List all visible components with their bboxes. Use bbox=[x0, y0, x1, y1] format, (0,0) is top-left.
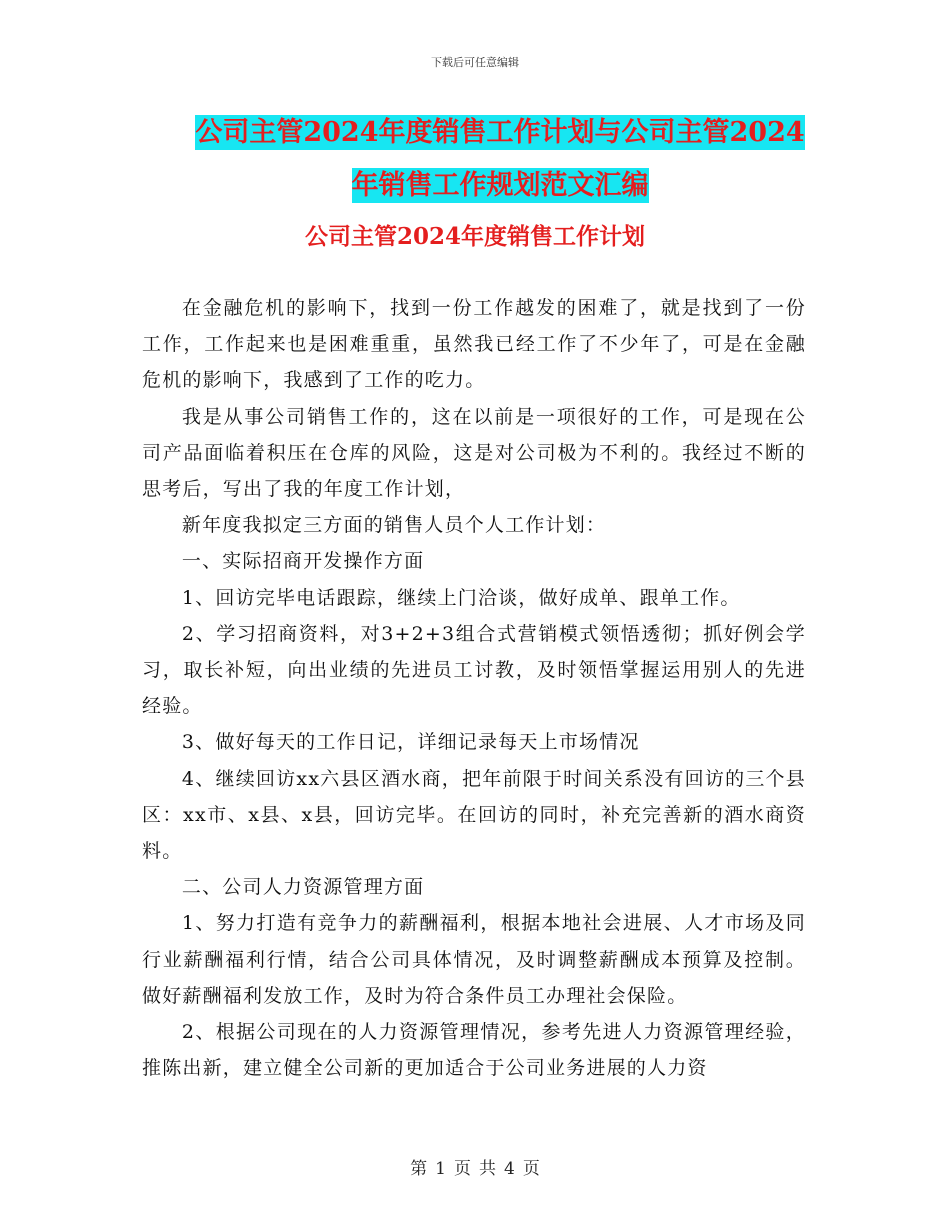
paragraph: 我是从事公司销售工作的，这在以前是一项很好的工作，可是现在公司产品面临着积压在仓库的风险，这是对公司极为不利的。我经过不断的思考后，写出了我的年度工作计划， bbox=[142, 405, 806, 501]
document-body bbox=[142, 290, 806, 1086]
footer-prefix: 第 bbox=[410, 1159, 428, 1179]
current-page-number: 1 bbox=[435, 1159, 446, 1179]
paragraph: 在金融危机的影响下，找到一份工作越发的困难了，就是找到了一份工作，工作起来也是困难重重，虽然我已经工作了不少年了，可是在金融危机的影响下，我感到了工作的吃力。 bbox=[142, 297, 806, 392]
list-item: 4、继续回访xx六县区酒水商，把年前限于时间关系没有回访的三个县区：xx市、x县、x县，回访完毕。在回访的同时，补充完善新的酒水商资料。 bbox=[142, 767, 806, 863]
footer-total-prefix: 共 bbox=[479, 1159, 496, 1179]
list-item: 1、努力打造有竞争力的薪酬福利，根据本地社会进展、人才市场及同行业薪酬福利行情，结合公司具体情况，及时调整薪酬成本预算及控制。做好薪酬福利发放工作，及时为符合条件员工办理社会保险。 bbox=[142, 912, 806, 1007]
page-footer bbox=[0, 1154, 950, 1179]
list-item: 2、学习招商资料，对3+2+3组合式营销模式领悟透彻；抓好例会学习，取长补短，向出业绩的先进员工讨教，及时领悟掌握运用别人的先进经验。 bbox=[142, 622, 806, 718]
footer-page-unit: 页 bbox=[454, 1159, 471, 1179]
list-item: 1、回访完毕电话跟踪，继续上门洽谈，做好成单、跟单工作。 bbox=[181, 586, 741, 609]
total-pages-number: 4 bbox=[504, 1159, 515, 1179]
footer-total-unit: 页 bbox=[522, 1159, 540, 1179]
page-header: 下载后可任意编辑 bbox=[431, 56, 519, 69]
section-heading: 二、公司人力资源管理方面 bbox=[181, 876, 425, 899]
section-heading: 一、实际招商开发操作方面 bbox=[181, 550, 425, 573]
document-title-text: 公司主管2024年度销售工作计划与公司主管2024年销售工作规划范文汇编 bbox=[195, 117, 805, 201]
section-title: 公司主管2024年度销售工作计划 bbox=[304, 223, 645, 250]
list-item: 3、做好每天的工作日记，详细记录每天上市场情况 bbox=[181, 731, 640, 754]
document-title bbox=[190, 106, 810, 212]
list-item: 2、根据公司现在的人力资源管理情况，参考先进人力资源管理经验，推陈出新，建立健全公司新的更加适合于公司业务进展的人力资 bbox=[142, 1021, 806, 1080]
paragraph: 新年度我拟定三方面的销售人员个人工作计划： bbox=[181, 514, 607, 537]
